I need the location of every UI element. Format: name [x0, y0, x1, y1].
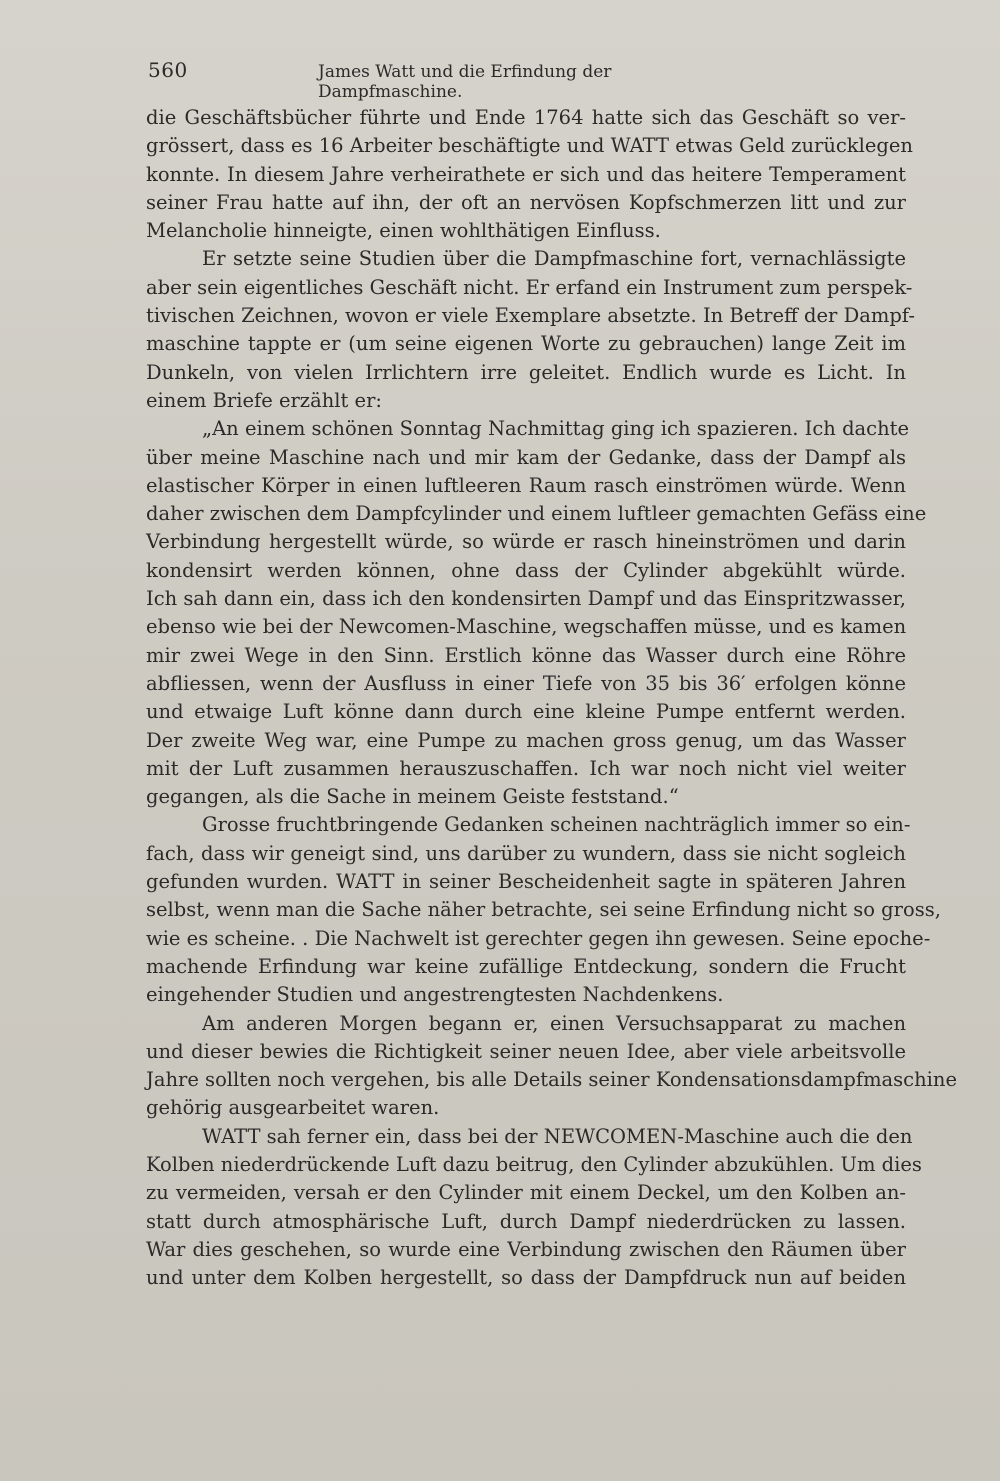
text-line: kondensirt werden können, ohne dass der Cylinder abgekühlt würde.: [146, 558, 906, 582]
text-line: gegangen, als die Sache in meinem Geiste feststand.“: [146, 785, 679, 809]
text-line: konnte. In diesem Jahre verheirathete er sich und das heitere Temperament: [146, 162, 906, 186]
text-line: abfliessen, wenn der Ausfluss in einer Tiefe von 35 bis 36′ erfolgen könne: [146, 671, 906, 695]
page-number: 560: [148, 58, 188, 82]
text-line: aber sein eigentliches Geschäft nicht. Er erfand ein Instrument zum perspek-: [146, 275, 913, 299]
text-line: machende Erfindung war keine zufällige Entdeckung, sondern die Frucht: [146, 954, 906, 978]
text-line: gefunden wurden. WATT in seiner Bescheidenheit sagte in späteren Jahren: [146, 870, 906, 894]
text-line: Verbindung hergestellt würde, so würde er rasch hineinströmen und darin: [146, 530, 906, 554]
text-line: Der zweite Weg war, eine Pumpe zu machen gross genug, um das Wasser: [146, 728, 906, 752]
body-text: [146, 104, 958, 1292]
text-line: Kolben niederdrückende Luft dazu beitrug, den Cylinder abzukühlen. Um dies: [146, 1152, 922, 1176]
text-line: Dunkeln, von vielen Irrlichtern irre geleitet. Endlich wurde es Licht. In: [146, 360, 906, 384]
text-line: Ich sah dann ein, dass ich den kondensirten Dampf und das Einspritzwasser,: [146, 587, 906, 611]
paragraph: [146, 245, 915, 415]
text-line: grössert, dass es 16 Arbeiter beschäftigte und WATT etwas Geld zurücklegen: [146, 134, 913, 158]
text-line: Am anderen Morgen begann er, einen Versuchsapparat zu machen: [202, 1011, 906, 1035]
text-line: Grosse fruchtbringende Gedanken scheinen nachträglich immer so ein-: [202, 813, 911, 837]
paragraph: [146, 1010, 958, 1123]
text-line: und unter dem Kolben hergestellt, so dass der Dampfdruck nun auf beiden: [146, 1266, 906, 1290]
text-line: mit der Luft zusammen herauszuschaffen. Ich war noch nicht viel weiter: [146, 756, 906, 780]
text-line: „An einem schönen Sonntag Nachmittag ging ich spazieren. Ich dachte: [202, 417, 910, 441]
text-line: War dies geschehen, so wurde eine Verbindung zwischen den Räumen über: [146, 1237, 906, 1261]
text-line: ebenso wie bei der Newcomen-Maschine, wegschaffen müsse, und es kamen: [146, 615, 907, 639]
text-line: einem Briefe erzählt er:: [146, 388, 382, 412]
text-line: und etwaige Luft könne dann durch eine kleine Pumpe entfernt werden.: [146, 700, 906, 724]
text-line: WATT sah ferner ein, dass bei der NEWCOMEN-Maschine auch die den: [202, 1124, 913, 1148]
text-line: die Geschäftsbücher führte und Ende 1764 hatte sich das Geschäft so ver-: [146, 106, 906, 129]
text-line: selbst, wenn man die Sache näher betrachte, sei seine Erfindung nicht so gross,: [146, 898, 941, 922]
paragraph: [146, 811, 941, 1009]
paragraph: [146, 415, 927, 811]
text-line: fach, dass wir geneigt sind, uns darüber zu wundern, dass sie nicht sogleich: [146, 841, 906, 865]
paragraph: [146, 104, 913, 245]
text-line: zu vermeiden, versah er den Cylinder mit einem Deckel, um den Kolben an-: [146, 1181, 906, 1205]
running-title: James Watt und die Erfindung der Dampfmaschine.: [318, 62, 612, 102]
page-header: [148, 58, 758, 102]
text-line: über meine Maschine nach und mir kam der Gedanke, dass der Dampf als: [146, 445, 906, 469]
text-line: daher zwischen dem Dampfcylinder und einem luftleer gemachten Gefäss eine: [146, 502, 927, 526]
text-line: tivischen Zeichnen, wovon er viele Exemplare absetzte. In Betreff der Dampf-: [146, 304, 915, 328]
text-line: maschine tappte er (um seine eigenen Worte zu gebrauchen) lange Zeit im: [146, 332, 906, 356]
text-line: wie es scheine. . Die Nachwelt ist gerechter gegen ihn gewesen. Seine epoche-: [146, 926, 931, 950]
text-line: eingehender Studien und angestrengtesten Nachdenkens.: [146, 983, 724, 1007]
text-line: gehörig ausgearbeitet waren.: [146, 1096, 440, 1120]
text-line: Er setzte seine Studien über die Dampfmaschine fort, vernachlässigte: [202, 247, 906, 271]
text-line: Jahre sollten noch vergehen, bis alle Details seiner Kondensationsdampfmaschine: [146, 1068, 958, 1092]
text-line: seiner Frau hatte auf ihn, der oft an nervösen Kopfschmerzen litt und zur: [146, 190, 906, 214]
text-line: mir zwei Wege in den Sinn. Erstlich könne das Wasser durch eine Röhre: [146, 643, 906, 667]
paragraph: [146, 1123, 922, 1293]
text-line: und dieser bewies die Richtigkeit seiner neuen Idee, aber viele arbeitsvolle: [146, 1039, 906, 1063]
text-line: Melancholie hinneigte, einen wohlthätigen Einfluss.: [146, 219, 661, 243]
text-line: elastischer Körper in einen luftleeren Raum rasch einströmen würde. Wenn: [146, 473, 906, 497]
text-line: statt durch atmosphärische Luft, durch Dampf niederdrücken zu lassen.: [146, 1209, 906, 1233]
